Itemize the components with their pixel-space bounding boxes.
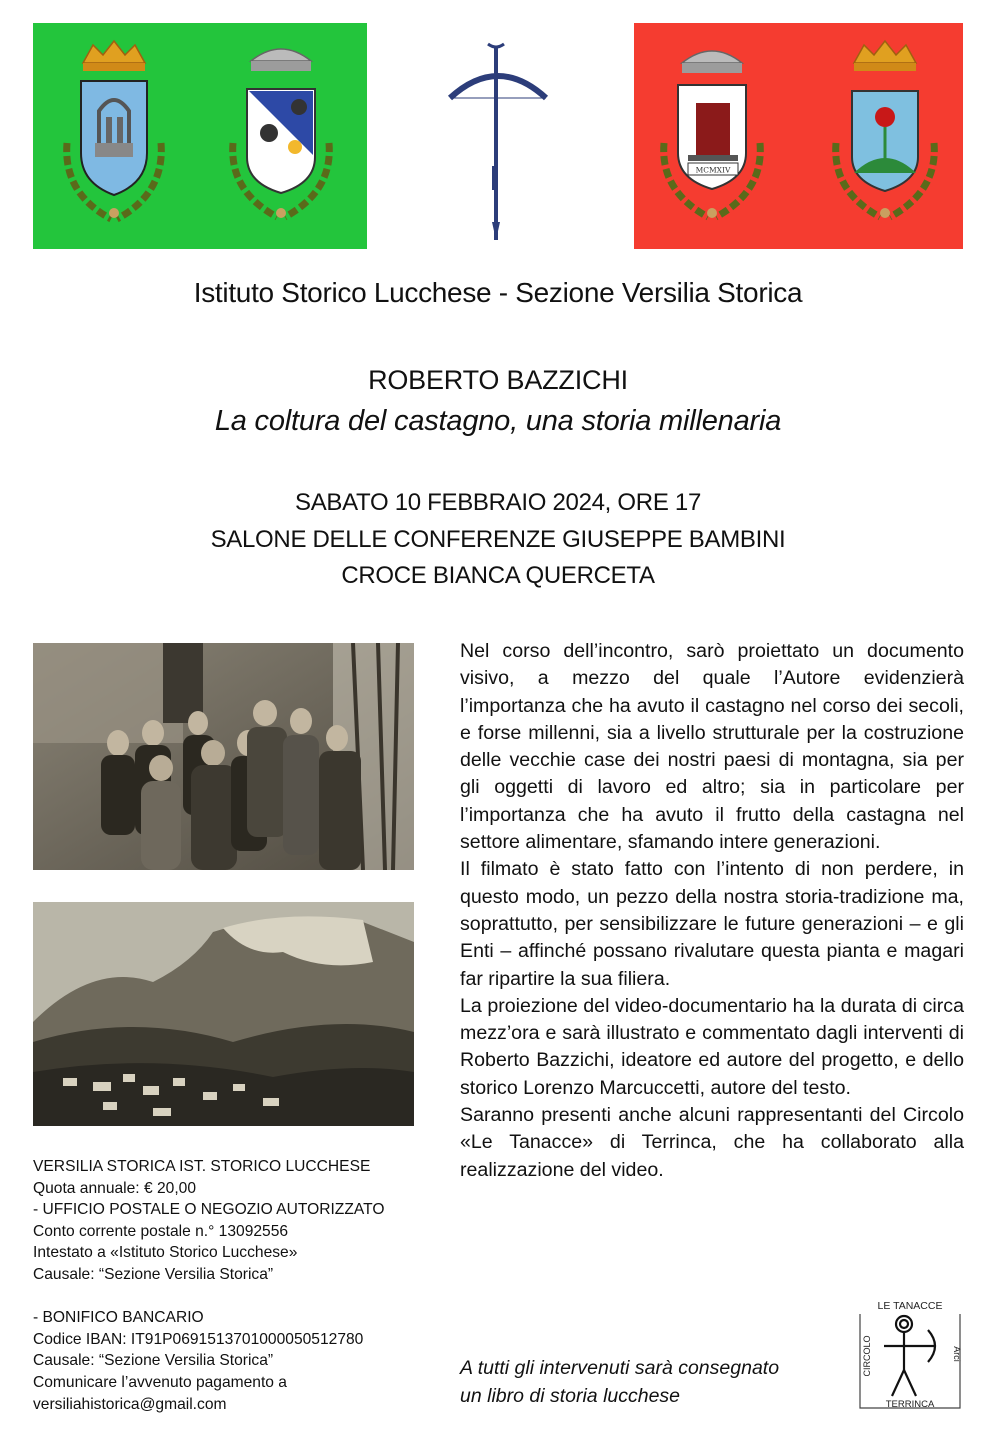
crossbow-icon (440, 36, 556, 242)
red-flag-banner (634, 23, 963, 249)
payment-spacer (33, 1286, 433, 1308)
description-paragraph: Il filmato è stato fatto con l’intento di non perdere, in questo modo, un pezzo della nostra storia-tradizione ma, soprattutto, per sensibilizzare le future generazioni – e gli Enti – affinché possano rivalutare questa pianta e magari far ripartire la sua filiera. (460, 858, 964, 990)
closing-line: un libro di storia lucchese (460, 1385, 681, 1407)
payment-line: - UFFICIO POSTALE O NEGOZIO AUTORIZZATO (33, 1201, 385, 1219)
circolo-le-tanacce-logo (856, 1296, 964, 1414)
closing-line: A tutti gli intervenuti sarà consegnato (460, 1357, 780, 1379)
event-datetime: SABATO 10 FEBBRAIO 2024, ORE 17 (294, 489, 701, 516)
payment-line: Codice IBAN: IT91P0691513701000050512780 (33, 1330, 364, 1348)
archer-figure-icon (884, 1316, 935, 1396)
talk-title: La coltura del castagno, una storia millenaria (214, 405, 782, 437)
payment-line: Comunicare l’avvenuto pagamento a (33, 1373, 287, 1391)
payment-line: - BONIFICO BANCARIO (33, 1309, 204, 1327)
red-coats-of-arms (634, 23, 963, 249)
crowned-shield-icon (233, 49, 330, 218)
payment-line: Intestato a «Istituto Storico Lucchese» (33, 1244, 298, 1262)
group-photo (33, 643, 414, 870)
logo-left-text: CIRCOLO (862, 1335, 872, 1377)
logo-right-text: Arci (952, 1346, 962, 1362)
crowned-shield-icon (836, 41, 935, 218)
landscape-photo (33, 902, 414, 1126)
membership-payment-info (33, 1156, 433, 1415)
description-paragraph: La proiezione del video-documentario ha la durata di circa mezz’ora e sarà illustrato e commentato dagli interventi di Roberto Bazzichi, ideatore ed autore del progetto, e dello storico Lorenzo Marcuccetti, autore del testo. (460, 994, 964, 1099)
payment-line: VERSILIA STORICA IST. STORICO LUCCHESE (33, 1158, 371, 1175)
event-place: CROCE BIANCA QUERCETA (341, 562, 655, 589)
speaker-name: ROBERTO BAZZICHI (368, 365, 628, 395)
payment-line: Conto corrente postale n.° 13092556 (33, 1222, 289, 1240)
green-coats-of-arms (33, 23, 367, 249)
organization-title: Istituto Storico Lucchese - Sezione Versilia Storica (193, 277, 803, 308)
payment-line: Causale: “Sezione Versilia Storica” (33, 1265, 274, 1283)
closing-note (460, 1354, 860, 1410)
contact-email[interactable]: versiliahistorica@gmail.com (33, 1395, 227, 1413)
green-flag-banner (33, 23, 367, 249)
event-venue: SALONE DELLE CONFERENZE GIUSEPPE BAMBINI (210, 526, 786, 553)
event-description (460, 638, 964, 1184)
description-paragraph: Nel corso dell’incontro, sarò proiettato un documento visivo, a mezzo del quale l’Autore evidenzierà l’importanza che ha avuto il castagno nel corso dei secoli, e forse millenni, sia a livello strutturale per la costruzione delle vecchie case dei nostri paesi di montagna, sia per gli oggetti di lavoro ed altro; sia in particolare per l’importanza che ha avuto il frutto della castagna nel settore alimentare, sfamando intere generazioni. (460, 640, 964, 854)
description-paragraph: Saranno presenti anche alcuni rappresentanti del Circolo «Le Tanacce» di Terrinca, che ha collaborato alla realizzazione del video. (460, 1104, 964, 1181)
crowned-shield-icon (664, 51, 761, 218)
payment-line: Causale: “Sezione Versilia Storica” (33, 1352, 274, 1370)
logo-top-text: LE TANACCE (877, 1300, 943, 1312)
logo-bottom-text: TERRINCA (885, 1399, 935, 1410)
emblem-motto: MCMXIV (695, 165, 731, 175)
crowned-shield-icon (67, 41, 162, 219)
payment-line: Quota annuale: € 20,00 (33, 1179, 197, 1197)
